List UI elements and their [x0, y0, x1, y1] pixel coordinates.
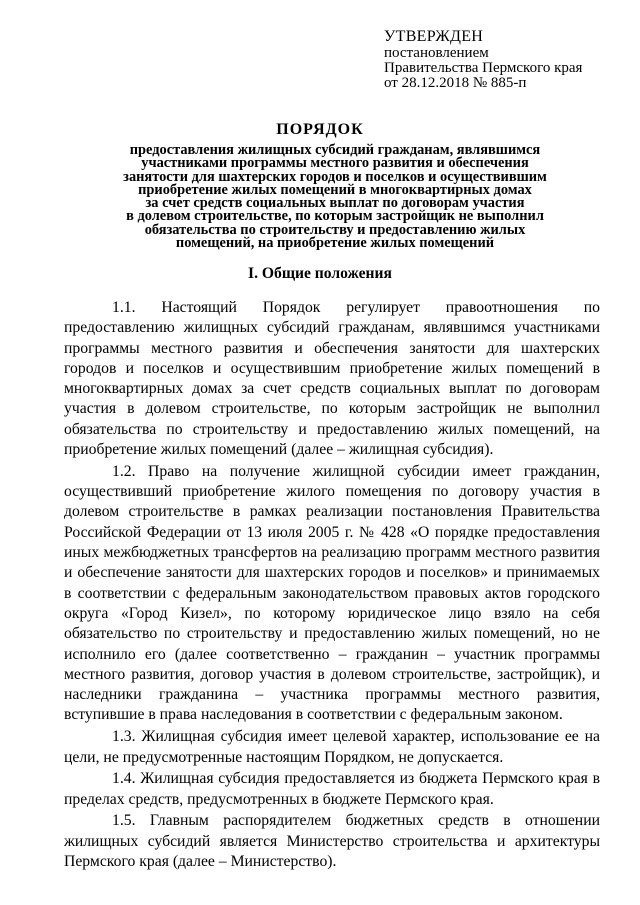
document-body — [64, 298, 600, 874]
paragraph-1-2: 1.2. Право на получение жилищной субсидии имеет гражданин, осуществивший приобретение жилого помещения по договору участия в долевом строительстве в рамках реализации постановления Правительства Российской Федерации от 13 июля 2005 г. № 428 «О порядке предоставления иных межбюджетных трансфертов на реализацию программ местного развития и обеспечение занятости для шахтерских городов и поселков» и принимаемых в соответствии с федеральным законодательством правовых актов городского округа «Город Кизел», по которому юридическое лицо взяло на себя обязательство по строительству и предоставлению жилых помещений, но не исполнило его (далее соответственно – гражданин – участник программы местного развития, договор участия в долевом строительстве, застройщик), и наследники гражданина – участника программы местного развития, вступившие в права наследования в соответствии с федеральным законом. — [64, 462, 600, 724]
approval-line: Правительства Пермского края — [384, 60, 583, 76]
subtitle-line: приобретение жилых помещений в многоквартирных домах — [138, 181, 532, 198]
document-subtitle — [88, 144, 582, 250]
approval-line: от 28.12.2018 № 885-п — [384, 75, 527, 91]
approval-heading: УТВЕРЖДЕН — [384, 28, 484, 45]
subtitle-line: помещений, на приобретение жилых помещений — [175, 235, 495, 252]
subtitle-line: в долевом строительстве, по которым застройщик не выполнил — [126, 208, 544, 225]
paragraph-1-5: 1.5. Главным распорядителем бюджетных средств в отношении жилищных субсидий является Министерство строительства и архитектуры Пермского края (далее – Министерство). — [64, 812, 600, 871]
subtitle-line: за счет средств социальных выплат по договорам участия — [145, 195, 525, 212]
document-title: ПОРЯДОК — [276, 121, 364, 138]
paragraph-1-1: 1.1. Настоящий Порядок регулирует правоотношения по предоставлению жилищных субсидий гражданам, являвшимся участниками программы местного развития и обеспечения занятости для шахтерских городов и поселков и осуществившим приобретение жилых помещений в многоквартирных домах за счет средств социальных выплат по договорам участия в долевом строительстве, по которым застройщик не выполнил обязательства по строительству и предоставлению жилых помещений, на приобретение жилых помещений (далее – жилищная субсидия). — [64, 299, 600, 459]
subtitle-line: предоставления жилищных субсидий гражданам, являвшимся — [129, 142, 541, 158]
paragraph-1-3: 1.3. Жилищная субсидия имеет целевой характер, использование ее на цели, не предусмотренные настоящим Порядком, не допускается. — [64, 728, 600, 766]
section-title: I. Общие положения — [248, 265, 392, 282]
approval-line: постановлением — [384, 45, 489, 61]
approval-stamp — [384, 28, 629, 91]
subtitle-line: обязательства по строительству и предоставлению жилых — [144, 221, 526, 238]
subtitle-line: занятости для шахтерских городов и поселков и осуществившим — [123, 168, 547, 185]
paragraph-1-4: 1.4. Жилищная субсидия предоставляется из бюджета Пермского края в пределах средств, предусмотренных в бюджете Пермского края. — [64, 770, 600, 808]
subtitle-line: участниками программы местного развития и обеспечения — [141, 155, 529, 172]
